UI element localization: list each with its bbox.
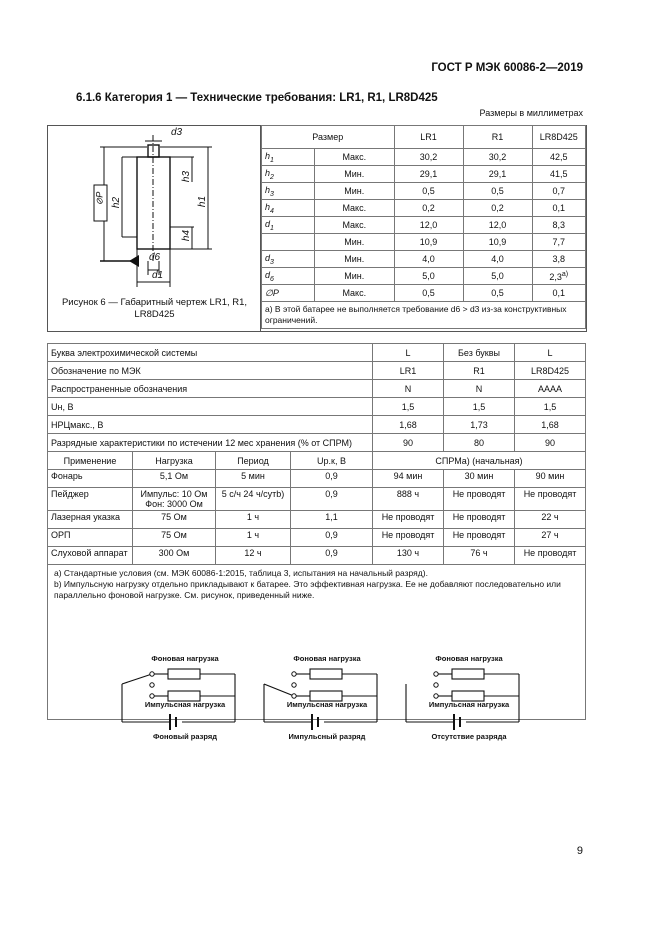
application-period: 5 с/ч 24 ч/сутb) — [216, 488, 291, 511]
page-number: 9 — [576, 845, 583, 857]
property-value: L — [373, 344, 444, 362]
property-value: 1,68 — [515, 416, 586, 434]
property-value: 80 — [444, 434, 515, 452]
application-name: Лазерная указка — [48, 511, 133, 529]
application-row — [48, 529, 586, 547]
dims-kind: Мин. — [315, 234, 395, 251]
dims-value — [463, 217, 532, 234]
footnote-a: a) Стандартные условия (см. МЭК 60086-1:2015, таблица 3, испытания на начальный разряд). — [54, 568, 428, 578]
property-label: Распространенные обозначения — [48, 380, 373, 398]
dims-symbol-sub: 3 — [270, 258, 274, 266]
circuit-label-top: Фоновая нагрузка — [293, 654, 361, 663]
label-phi-p: ⊘P — [94, 191, 105, 206]
dims-value — [532, 217, 585, 234]
dims-value — [394, 183, 463, 200]
figure-caption: Рисунок 6 — Габаритный чертеж LR1, R1, LR8D425 — [61, 297, 248, 320]
property-value: R1 — [444, 362, 515, 380]
dims-kind: Макс. — [315, 149, 395, 166]
dims-row — [262, 183, 586, 200]
dims-value-text: 0,7 — [552, 186, 566, 196]
label-d3: d3 — [171, 127, 183, 138]
dims-footnote: a) В этой батарее не выполняется требование d6 > d3 из-за конструктивных ограничений. — [262, 302, 586, 329]
dims-value-text: 12,0 — [488, 220, 507, 230]
property-value: 90 — [373, 434, 444, 452]
label-h3: h3 — [181, 170, 193, 183]
dims-value — [463, 200, 532, 217]
application-result: Не проводят — [444, 511, 515, 529]
dims-kind: Макс. — [315, 200, 395, 217]
property-value: N — [444, 380, 515, 398]
dims-value-text: 30,2 — [419, 152, 438, 162]
dims-value — [532, 183, 585, 200]
circuit-diagram — [110, 652, 245, 744]
circuit-schematic — [394, 652, 529, 744]
application-result: 888 ч — [373, 488, 444, 511]
property-value: 90 — [515, 434, 586, 452]
dims-value-text: 0,1 — [552, 203, 566, 213]
section-title: 6.1.6 Категория 1 — Технические требования: LR1, R1, LR8D425 — [76, 92, 438, 104]
dims-symbol-letter: d — [265, 218, 271, 229]
application-result: Не проводят — [373, 511, 444, 529]
dims-symbol-sub: 2 — [270, 173, 274, 181]
dims-row — [262, 217, 586, 234]
property-row — [48, 434, 586, 452]
dims-value — [463, 183, 532, 200]
property-value: Без буквы — [444, 344, 515, 362]
circuit-schematic — [252, 652, 387, 744]
application-row — [48, 488, 586, 511]
property-value: 1,5 — [444, 398, 515, 416]
application-result: Не проводят — [515, 488, 586, 511]
dims-symbol — [262, 234, 315, 251]
property-row — [48, 362, 586, 380]
application-voltage: 1,1 — [291, 511, 373, 529]
dims-value — [394, 200, 463, 217]
circuit-diagram — [252, 652, 387, 744]
col-header-load: Нагрузка — [133, 452, 216, 470]
dims-value — [463, 285, 532, 302]
property-label: Разрядные характеристики по истечении 12 мес хранения (% от СПРМ) — [48, 434, 373, 452]
dims-value-text: 0,2 — [491, 203, 504, 213]
dims-value-text: 10,9 — [419, 237, 438, 247]
circuit-label-mid: Импульсная нагрузка — [428, 700, 510, 709]
units-note: Размеры в миллиметрах — [479, 108, 583, 118]
dims-symbol-letter: h — [265, 167, 271, 178]
dims-value — [463, 166, 532, 183]
dims-value — [532, 268, 585, 285]
dims-kind: Макс. — [315, 285, 395, 302]
dims-symbol-letter: ∅P — [265, 287, 279, 298]
dims-symbol-letter: h — [265, 184, 271, 195]
col-header-application: Применение — [48, 452, 133, 470]
application-name: Пейджер — [48, 488, 133, 511]
property-value: 1,5 — [515, 398, 586, 416]
property-row — [48, 416, 586, 434]
application-result: 22 ч — [515, 511, 586, 529]
dims-value — [532, 234, 585, 251]
application-voltage: 0,9 — [291, 470, 373, 488]
dims-value-text: 8,3 — [552, 220, 566, 230]
footnote-b: b) Импульсную нагрузку отдельно прикладывают к батарее. Это эффективная нагрузка. Ее не добавляют последовательно или параллельно фоновой нагрузке. См. рисунок, приведенный ниже. — [54, 579, 561, 600]
application-load: 5,1 Ом — [133, 470, 216, 488]
circuit-label-mid: Импульсная нагрузка — [144, 700, 226, 709]
footnote-marker: a) — [561, 270, 569, 278]
circuits-row — [110, 652, 530, 744]
col-header-period: Период — [216, 452, 291, 470]
dims-value-text: 12,0 — [419, 220, 438, 230]
dims-value — [463, 234, 532, 251]
property-row — [48, 380, 586, 398]
property-value: N — [373, 380, 444, 398]
dims-symbol — [262, 285, 315, 302]
application-result: 27 ч — [515, 529, 586, 547]
application-result: 94 мин — [373, 470, 444, 488]
dims-value-text: 30,2 — [488, 152, 507, 162]
doc-id: ГОСТ Р МЭК 60086-2—2019 — [431, 62, 583, 74]
dims-value — [394, 285, 463, 302]
dims-symbol-sub: 1 — [270, 224, 274, 232]
application-name: Фонарь — [48, 470, 133, 488]
dims-header-row — [262, 126, 586, 149]
dims-value-text: 5,0 — [422, 271, 435, 281]
property-label: НРЦмакс., В — [48, 416, 373, 434]
dims-value — [532, 285, 585, 302]
dims-kind: Мин. — [315, 251, 395, 268]
application-period: 1 ч — [216, 511, 291, 529]
col-header-lr1: LR1 — [394, 126, 463, 149]
property-value: AAAA — [515, 380, 586, 398]
property-label: Буква электрохимической системы — [48, 344, 373, 362]
application-period: 12 ч — [216, 547, 291, 565]
dims-symbol-letter: h — [265, 201, 271, 212]
property-value: 1,5 — [373, 398, 444, 416]
dims-kind: Мин. — [315, 166, 395, 183]
application-voltage: 0,9 — [291, 488, 373, 511]
dims-row — [262, 234, 586, 251]
label-d6: d6 — [149, 252, 161, 263]
application-name: ОРП — [48, 529, 133, 547]
dims-symbol-sub: 4 — [270, 207, 274, 215]
dims-value-text: 0,5 — [491, 186, 504, 196]
dims-symbol-sub: 1 — [270, 156, 274, 164]
dims-value — [463, 149, 532, 166]
application-load: 75 Ом — [133, 511, 216, 529]
circuit-label-bottom: Импульсный разряд — [288, 732, 366, 741]
dims-value-text: 29,1 — [488, 169, 507, 179]
battery-drawing — [80, 127, 230, 289]
dims-value-text: 0,5 — [422, 288, 435, 298]
dims-value-text: 7,7 — [552, 237, 566, 247]
dims-value-text: 29,1 — [419, 169, 438, 179]
application-result: Не проводят — [444, 529, 515, 547]
col-header-lr8d425: LR8D425 — [532, 126, 585, 149]
dims-row — [262, 268, 586, 285]
dims-value-text: 5,0 — [491, 271, 504, 281]
dims-value — [394, 217, 463, 234]
application-result: Не проводят — [444, 488, 515, 511]
dims-value — [394, 268, 463, 285]
dims-symbol — [262, 200, 315, 217]
property-row — [48, 344, 586, 362]
dims-symbol-letter: d — [265, 269, 271, 280]
dims-value — [394, 234, 463, 251]
property-value: 1,73 — [444, 416, 515, 434]
dims-row — [262, 149, 586, 166]
dims-symbol — [262, 268, 315, 285]
application-load: 300 Ом — [133, 547, 216, 565]
dims-symbol-letter: d — [265, 252, 271, 263]
application-load: Импульс: 10 Ом Фон: 3000 Ом — [133, 488, 216, 511]
dims-value — [463, 251, 532, 268]
label-d1: d1 — [152, 270, 164, 281]
circuit-label-top: Фоновая нагрузка — [435, 654, 503, 663]
application-load: 75 Ом — [133, 529, 216, 547]
dimensions-table — [261, 125, 586, 329]
dims-symbol — [262, 183, 315, 200]
circuit-schematic — [110, 652, 245, 744]
col-header-r1: R1 — [463, 126, 532, 149]
dims-value-text: 0,5 — [422, 186, 435, 196]
dims-row — [262, 200, 586, 217]
dims-kind: Макс. — [315, 217, 395, 234]
property-label: Обозначение по МЭК — [48, 362, 373, 380]
dims-kind: Мин. — [315, 183, 395, 200]
dims-value — [394, 166, 463, 183]
col-header-size: Размер — [262, 126, 395, 149]
circuit-label-bottom: Отсутствие разряда — [431, 732, 507, 741]
dims-value — [394, 149, 463, 166]
label-h2: h2 — [111, 196, 123, 209]
application-result: Не проводят — [515, 547, 586, 565]
dims-value-text: 4,0 — [491, 254, 504, 264]
dims-kind: Мин. — [315, 268, 395, 285]
application-result: 90 мин — [515, 470, 586, 488]
dims-value — [532, 166, 585, 183]
property-value: LR1 — [373, 362, 444, 380]
app-header-row — [48, 452, 586, 470]
dims-value-text: 42,5 — [550, 152, 568, 162]
circuit-label-mid: Импульсная нагрузка — [286, 700, 368, 709]
application-name: Слуховой аппарат — [48, 547, 133, 565]
property-value: L — [515, 344, 586, 362]
circuit-diagram — [394, 652, 529, 744]
dims-value-text: 3,8 — [552, 254, 566, 264]
dims-symbol — [262, 251, 315, 268]
application-result: 130 ч — [373, 547, 444, 565]
circuit-label-bottom: Фоновый разряд — [153, 732, 217, 741]
dims-value-text: 0,1 — [552, 288, 566, 298]
application-voltage: 0,9 — [291, 529, 373, 547]
dims-value-text: 10,9 — [488, 237, 507, 247]
dims-value — [394, 251, 463, 268]
property-value: LR8D425 — [515, 362, 586, 380]
application-voltage: 0,9 — [291, 547, 373, 565]
label-h1: h1 — [197, 195, 209, 208]
dims-symbol-sub: 6 — [270, 275, 274, 283]
dims-value — [532, 251, 585, 268]
dims-value-text: 41,5 — [550, 169, 568, 179]
property-row — [48, 398, 586, 416]
dims-value — [532, 149, 585, 166]
dims-value — [532, 200, 585, 217]
dims-row — [262, 251, 586, 268]
application-row — [48, 470, 586, 488]
application-period: 1 ч — [216, 529, 291, 547]
property-value: 1,68 — [373, 416, 444, 434]
col-header-voltage: Uр.к, В — [291, 452, 373, 470]
label-h4: h4 — [181, 229, 193, 242]
dims-value-text: 4,0 — [422, 254, 435, 264]
property-label: Uн, В — [48, 398, 373, 416]
circuit-label-top: Фоновая нагрузка — [151, 654, 219, 663]
application-period: 5 мин — [216, 470, 291, 488]
dims-value-text: 0,5 — [491, 288, 504, 298]
application-result: 30 мин — [444, 470, 515, 488]
application-result: Не проводят — [373, 529, 444, 547]
application-result: 76 ч — [444, 547, 515, 565]
dims-row — [262, 285, 586, 302]
dims-symbol-letter: h — [265, 150, 271, 161]
dims-value-text: 2,3 — [549, 271, 562, 282]
dims-symbol — [262, 166, 315, 183]
application-row — [48, 547, 586, 565]
col-header-spr: СПРМa) (начальная) — [373, 452, 586, 470]
dims-row — [262, 166, 586, 183]
dims-symbol — [262, 149, 315, 166]
application-row — [48, 511, 586, 529]
dims-symbol — [262, 217, 315, 234]
dims-symbol-sub: 3 — [270, 190, 274, 198]
dims-value — [463, 268, 532, 285]
dims-value-text: 0,2 — [422, 203, 435, 213]
